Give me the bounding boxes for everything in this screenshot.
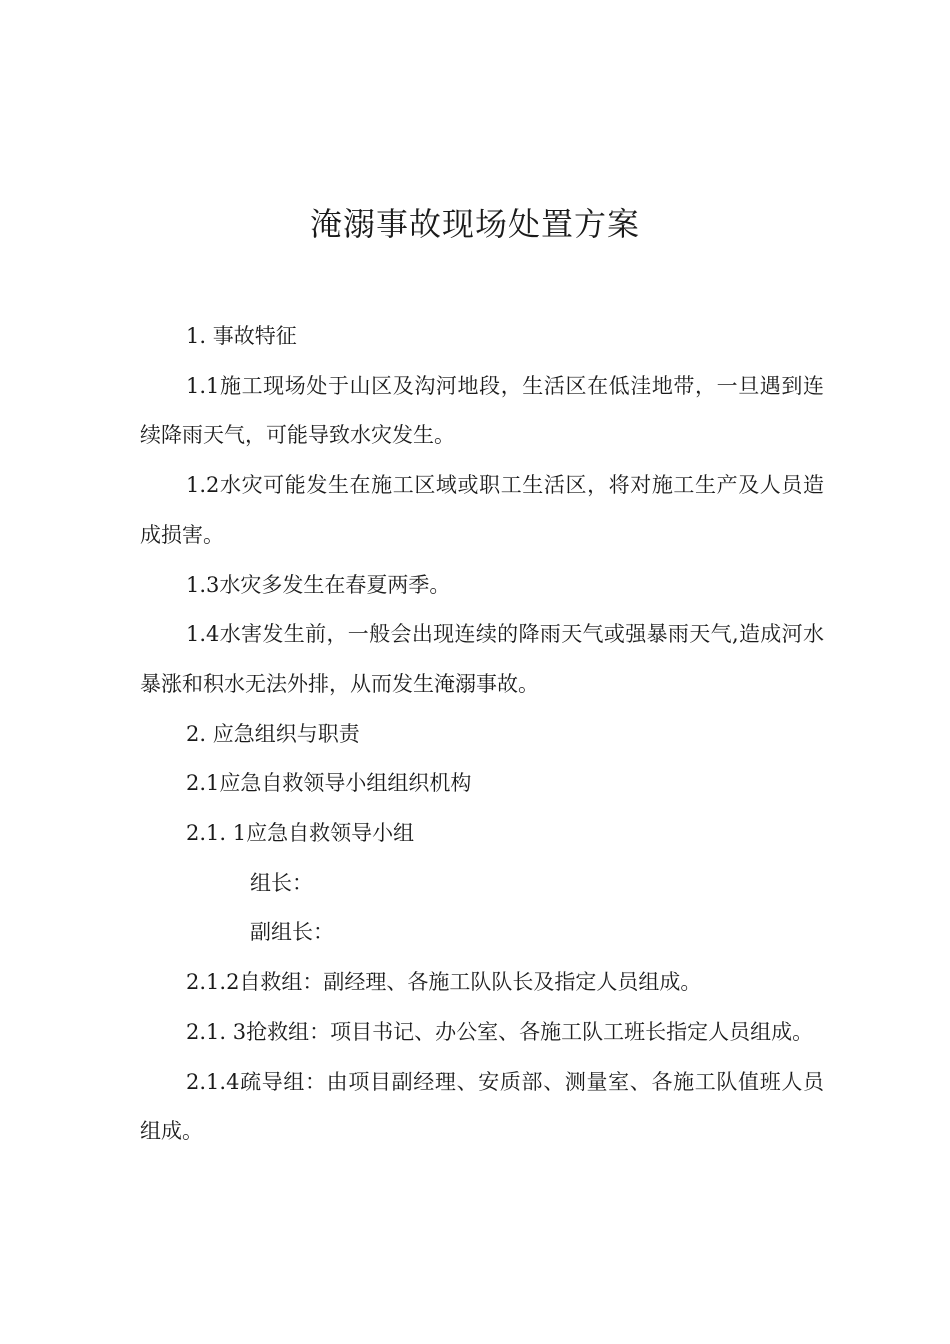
document-body: [140, 312, 824, 1157]
paragraph-2-1-1: 2.1. 1应急自救领导小组: [186, 821, 415, 846]
paragraph-1-3: 1.3水灾多发生在春夏两季。: [186, 572, 451, 597]
paragraph-2-1: 2.1应急自救领导小组组织机构: [186, 771, 472, 796]
section-heading-2: 2. 应急组织与职责: [186, 721, 360, 746]
team-leader-line: 组长：: [250, 870, 313, 895]
paragraph-1-2: 1.2水灾可能发生在施工区域或职工生活区，将对施工生产及人员造成损害。: [140, 473, 824, 547]
paragraph-2-1-3: 2.1. 3抢救组：项目书记、办公室、各施工队工班长指定人员组成。: [186, 1019, 814, 1044]
paragraph-2-1-4: 2.1.4疏导组：由项目副经理、安质部、测量室、各施工队值班人员组成。: [140, 1069, 824, 1144]
paragraph-1-1: 1.1施工现场处于山区及沟河地段，生活区在低洼地带，一旦遇到连续降雨天气，可能导致水灾发生。: [140, 373, 824, 448]
paragraph-1-4: 1.4水害发生前，一般会出现连续的降雨天气或强暴雨天气,造成河水暴涨和积水无法外排，从而发生淹溺事故。: [140, 622, 824, 696]
section-heading-1: 1. 事故特征: [186, 324, 297, 348]
paragraph-2-1-2: 2.1.2自救组：副经理、各施工队队长及指定人员组成。: [186, 970, 702, 995]
document-title: 淹溺事故现场处置方案: [309, 205, 640, 243]
deputy-leader-line: 副组长：: [250, 920, 334, 945]
